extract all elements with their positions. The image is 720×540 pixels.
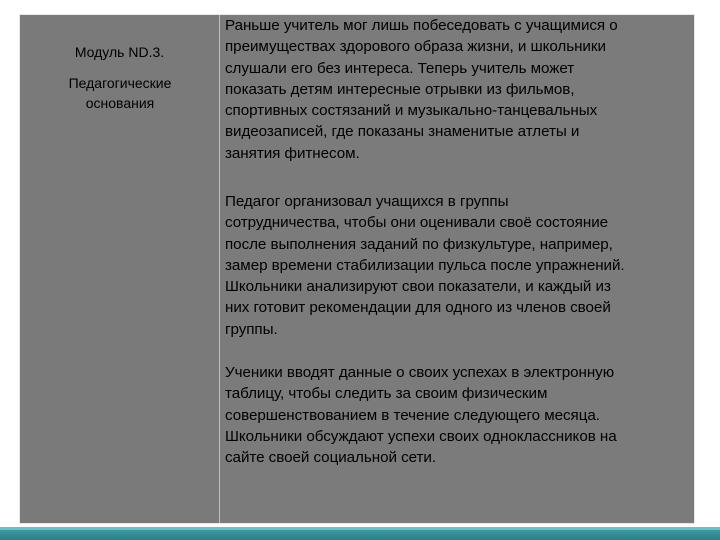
module-title: Модуль ND.3.	[74, 44, 165, 60]
content-cell	[221, 15, 694, 523]
paragraph-cooperation-groups: Педагог организовал учащихся в группы сотрудничества, чтобы они оценивали своё состояние после выполнения заданий по физкультуре, например, замер времени стабилизации пульса после упражнений. Школьники анализируют свои показатели, и каждый из них готовит рекомендации для одного из членов своей группы.	[225, 193, 625, 338]
bottom-decor-bar	[0, 527, 720, 540]
paragraph-video-lessons: Раньше учитель мог лишь побеседовать с учащимися о преимуществах здорового образа жизни, и школьники слушали его без интереса. Теперь учитель может показать детям интересные отрывки из фильмов, спортивных состязаний и музыкально-танцевальных видеозаписей, где показаны знаменитые атлеты и занятия фитнесом.	[225, 17, 618, 162]
slide-table	[19, 14, 695, 524]
module-subtitle: Педагогические основания	[68, 75, 172, 111]
bottom-decor-highlight	[0, 527, 720, 530]
paragraph-spreadsheet-tracking: Ученики вводят данные о своих успехах в электронную таблицу, чтобы следить за своим физическим совершенствованием в течение следующего месяца. Школьники обсуждают успехи своих одноклассников на сайте своей социальной сети.	[225, 364, 617, 467]
module-cell	[20, 15, 220, 523]
